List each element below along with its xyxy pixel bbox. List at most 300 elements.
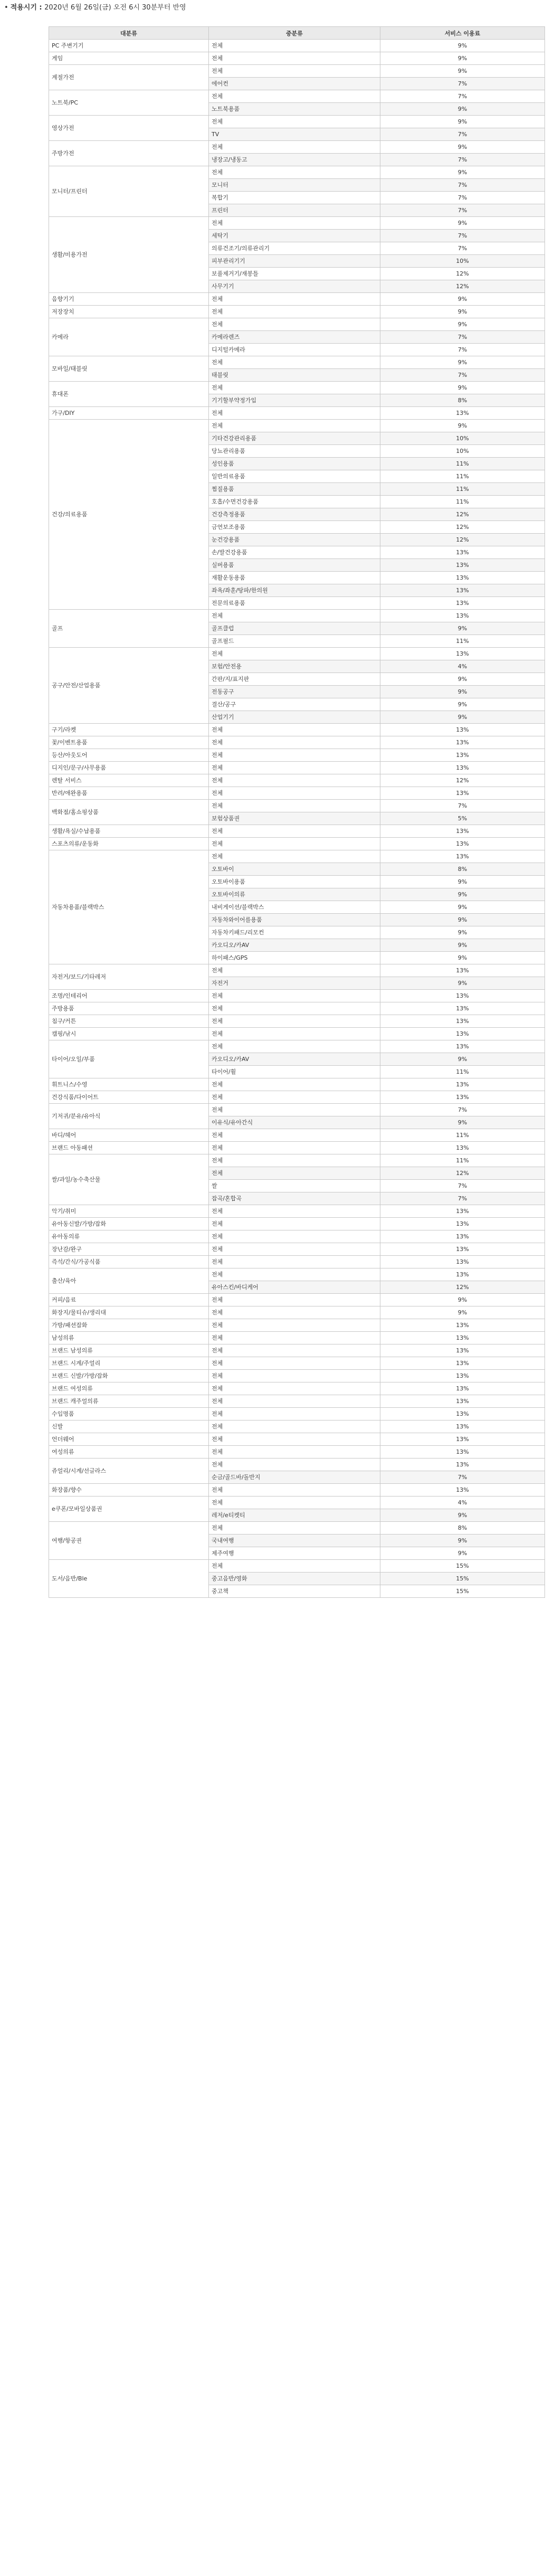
sub-category-cell: 레저/e티켓티	[209, 1509, 380, 1522]
service-fee-cell: 13%	[380, 1395, 545, 1408]
sub-category-cell: 전체	[209, 1484, 380, 1497]
sub-category-cell: 골프클럽	[209, 622, 380, 635]
sub-category-cell: 당뇨관리용품	[209, 445, 380, 458]
sub-category-cell: 손/발건강용품	[209, 546, 380, 559]
service-fee-cell: 13%	[380, 1370, 545, 1382]
major-category-cell: 모바일/태블릿	[49, 356, 209, 382]
table-row	[49, 293, 545, 306]
major-category-cell: 침구/커튼	[49, 1015, 209, 1028]
service-fee-cell: 13%	[380, 559, 545, 572]
table-body	[49, 40, 545, 1598]
service-fee-cell: 7%	[380, 1104, 545, 1116]
sub-category-cell: 전체	[209, 52, 380, 65]
service-fee-cell: 4%	[380, 660, 545, 673]
header-service-fee: 서비스 이용료	[380, 27, 545, 40]
major-category-cell: 조명/인테리어	[49, 990, 209, 1002]
service-fee-cell: 12%	[380, 268, 545, 280]
major-category-cell: 렌탈 서비스	[49, 774, 209, 787]
sub-category-cell: 전체	[209, 1002, 380, 1015]
table-row	[49, 1459, 545, 1471]
service-fee-cell: 13%	[380, 1218, 545, 1230]
service-fee-cell: 13%	[380, 1028, 545, 1040]
sub-category-cell: 전체	[209, 65, 380, 78]
major-category-cell: 브랜드 시계/주얼리	[49, 1357, 209, 1370]
sub-category-cell: 프린터	[209, 204, 380, 217]
service-fee-cell: 13%	[380, 1142, 545, 1154]
table-row	[49, 382, 545, 394]
major-category-cell: 화장지/물티슈/생리대	[49, 1306, 209, 1319]
sub-category-cell: 전체	[209, 217, 380, 230]
major-category-cell: 영상가전	[49, 116, 209, 141]
major-category-cell: 브랜드 캐주얼의류	[49, 1395, 209, 1408]
major-category-cell: 생활/욕실/수납용품	[49, 825, 209, 838]
table-row	[49, 1091, 545, 1104]
service-fee-cell: 13%	[380, 572, 545, 584]
table-row	[49, 610, 545, 622]
service-fee-cell: 8%	[380, 394, 545, 407]
service-fee-cell: 13%	[380, 1344, 545, 1357]
table-row	[49, 1319, 545, 1332]
service-fee-cell: 9%	[380, 318, 545, 331]
table-row	[49, 1256, 545, 1268]
sub-category-cell: 전체	[209, 1370, 380, 1382]
service-fee-cell: 10%	[380, 432, 545, 445]
sub-category-cell: 결산/공구	[209, 698, 380, 711]
major-category-cell: 유아동신발/가방/잡화	[49, 1218, 209, 1230]
service-fee-cell: 9%	[380, 1535, 545, 1547]
service-fee-cell: 9%	[380, 952, 545, 964]
service-fee-cell: 13%	[380, 1484, 545, 1497]
sub-category-cell: 순금/골드바/돌반지	[209, 1471, 380, 1484]
sub-category-cell: 전체	[209, 356, 380, 369]
service-fee-cell: 12%	[380, 508, 545, 521]
major-category-cell: 반려/애완용품	[49, 787, 209, 800]
sub-category-cell: 자동차와이어를용품	[209, 914, 380, 926]
sub-category-cell: 의류건조기/의류관리기	[209, 242, 380, 255]
table-row	[49, 1433, 545, 1446]
service-fee-cell: 9%	[380, 926, 545, 939]
service-fee-cell: 13%	[380, 825, 545, 838]
service-fee-cell: 9%	[380, 876, 545, 888]
sub-category-cell: 전체	[209, 964, 380, 977]
table-header-row	[49, 27, 545, 40]
sub-category-cell: 간판/지/표지판	[209, 673, 380, 686]
service-fee-cell: 9%	[380, 1306, 545, 1319]
table-row	[49, 1078, 545, 1091]
major-category-cell: 디지인/문구/사무용품	[49, 762, 209, 774]
major-category-cell: 생활/미용가전	[49, 217, 209, 293]
sub-category-cell: 골프필드	[209, 635, 380, 648]
service-fee-cell: 9%	[380, 356, 545, 369]
sub-category-cell: 전체	[209, 825, 380, 838]
sub-category-cell: 전체	[209, 1459, 380, 1471]
sub-category-cell: 쌀	[209, 1180, 380, 1192]
major-category-cell: 골프	[49, 610, 209, 648]
sub-category-cell: 전체	[209, 762, 380, 774]
service-fee-cell: 12%	[380, 280, 545, 293]
service-fee-cell: 12%	[380, 534, 545, 546]
service-fee-cell: 15%	[380, 1585, 545, 1598]
sub-category-cell: 전체	[209, 1205, 380, 1218]
major-category-cell: 모니터/프린터	[49, 166, 209, 217]
service-fee-cell: 9%	[380, 217, 545, 230]
major-category-cell: 계절가전	[49, 65, 209, 90]
service-fee-table	[49, 26, 545, 1598]
major-category-cell: 신발	[49, 1420, 209, 1433]
sub-category-cell: 좌욕/좌훈/탕파/한의원	[209, 584, 380, 597]
service-fee-cell: 13%	[380, 1408, 545, 1420]
major-category-cell: 커피/음료	[49, 1294, 209, 1306]
major-category-cell: PC 주변기기	[49, 40, 209, 52]
table-row	[49, 1497, 545, 1509]
sub-category-cell: 하이패스/GPS	[209, 952, 380, 964]
service-fee-cell: 10%	[380, 255, 545, 268]
sub-category-cell: 금연보조용품	[209, 521, 380, 534]
table-row	[49, 1205, 545, 1218]
table-row	[49, 1015, 545, 1028]
sub-category-cell: 찜질용품	[209, 483, 380, 496]
sub-category-cell: 오토바이의류	[209, 888, 380, 901]
service-fee-cell: 13%	[380, 1382, 545, 1395]
table-row	[49, 1446, 545, 1459]
service-fee-cell: 13%	[380, 1091, 545, 1104]
table-row	[49, 1344, 545, 1357]
major-category-cell: 가구/DIY	[49, 407, 209, 420]
table-row	[49, 1370, 545, 1382]
service-fee-cell: 11%	[380, 1129, 545, 1142]
sub-category-cell: 전체	[209, 1243, 380, 1256]
major-category-cell: 도서/음반/Ble	[49, 1560, 209, 1598]
sub-category-cell: 복합기	[209, 192, 380, 204]
sub-category-cell: 전체	[209, 774, 380, 787]
table-row	[49, 787, 545, 800]
major-category-cell: 등산/아웃도어	[49, 749, 209, 762]
table-row	[49, 749, 545, 762]
sub-category-cell: 전체	[209, 1446, 380, 1459]
service-fee-cell: 9%	[380, 622, 545, 635]
major-category-cell: 쌀/과일/농수축산물	[49, 1154, 209, 1205]
service-fee-cell: 13%	[380, 546, 545, 559]
major-category-cell: 공구/안전/산업용품	[49, 648, 209, 724]
service-fee-cell: 13%	[380, 964, 545, 977]
sub-category-cell: 전체	[209, 1357, 380, 1370]
table-row	[49, 990, 545, 1002]
table-row	[49, 964, 545, 977]
service-fee-cell: 9%	[380, 914, 545, 926]
service-fee-cell: 7%	[380, 800, 545, 812]
table-row	[49, 1294, 545, 1306]
table-row	[49, 318, 545, 331]
table-row	[49, 90, 545, 103]
service-fee-cell: 9%	[380, 711, 545, 724]
major-category-cell: 저장장치	[49, 306, 209, 318]
sub-category-cell: 전체	[209, 1015, 380, 1028]
service-fee-cell: 12%	[380, 521, 545, 534]
service-fee-cell: 9%	[380, 420, 545, 432]
sub-category-cell: 전체	[209, 787, 380, 800]
sub-category-cell: 전체	[209, 749, 380, 762]
service-fee-cell: 11%	[380, 483, 545, 496]
service-fee-cell: 13%	[380, 1040, 545, 1053]
service-fee-cell: 13%	[380, 1319, 545, 1332]
table-row	[49, 217, 545, 230]
service-fee-cell: 9%	[380, 901, 545, 914]
sub-category-cell: 전체	[209, 407, 380, 420]
sub-category-cell: 전체	[209, 166, 380, 179]
sub-category-cell: 전체	[209, 1104, 380, 1116]
sub-category-cell: 전체	[209, 800, 380, 812]
major-category-cell: 화장품/향수	[49, 1484, 209, 1497]
service-fee-cell: 13%	[380, 838, 545, 850]
service-fee-cell: 9%	[380, 1547, 545, 1560]
sub-category-cell: 자전거	[209, 977, 380, 990]
sub-category-cell: 타이어/휠	[209, 1066, 380, 1078]
major-category-cell: 유아동의류	[49, 1230, 209, 1243]
table-row	[49, 1306, 545, 1319]
table-row	[49, 1382, 545, 1395]
service-fee-cell: 13%	[380, 1433, 545, 1446]
sub-category-cell: 실버용품	[209, 559, 380, 572]
major-category-cell: 자전거/보드/기타레저	[49, 964, 209, 990]
major-category-cell: 게임	[49, 52, 209, 65]
sub-category-cell: 전체	[209, 1154, 380, 1167]
major-category-cell: 출산/육아	[49, 1268, 209, 1294]
sub-category-cell: 전체	[209, 1433, 380, 1446]
service-fee-cell: 7%	[380, 1192, 545, 1205]
table-row	[49, 1104, 545, 1116]
sub-category-cell: 전체	[209, 1091, 380, 1104]
major-category-cell: 자동차용품/블랙박스	[49, 850, 209, 964]
major-category-cell: 스포츠의류/운동화	[49, 838, 209, 850]
service-fee-cell: 7%	[380, 344, 545, 356]
table-row	[49, 420, 545, 432]
service-fee-cell: 13%	[380, 724, 545, 736]
table-row	[49, 65, 545, 78]
sub-category-cell: 오토바이	[209, 863, 380, 876]
service-fee-cell: 11%	[380, 1154, 545, 1167]
service-fee-cell: 7%	[380, 78, 545, 90]
table-row	[49, 648, 545, 660]
sub-category-cell: 모니터	[209, 179, 380, 192]
sub-category-cell: 전체	[209, 382, 380, 394]
service-fee-cell: 9%	[380, 40, 545, 52]
service-fee-cell: 11%	[380, 1066, 545, 1078]
service-fee-cell: 9%	[380, 1509, 545, 1522]
sub-category-cell: 전문의료용품	[209, 597, 380, 610]
sub-category-cell: 전체	[209, 90, 380, 103]
table-row	[49, 141, 545, 154]
sub-category-cell: TV	[209, 128, 380, 141]
service-fee-cell: 9%	[380, 141, 545, 154]
major-category-cell: 구기/라켓	[49, 724, 209, 736]
service-fee-cell: 13%	[380, 1002, 545, 1015]
sub-category-cell: 전체	[209, 1167, 380, 1180]
sub-category-cell: 건강측정용품	[209, 508, 380, 521]
major-category-cell: 노트북/PC	[49, 90, 209, 116]
sub-category-cell: 기타건강관리용품	[209, 432, 380, 445]
header-major-category: 대분류	[49, 27, 209, 40]
sub-category-cell: 성인용품	[209, 458, 380, 470]
table-row	[49, 407, 545, 420]
table-row	[49, 838, 545, 850]
service-fee-cell: 13%	[380, 597, 545, 610]
service-fee-cell: 8%	[380, 1522, 545, 1535]
table-row	[49, 762, 545, 774]
sub-category-cell: 전동공구	[209, 686, 380, 698]
sub-category-cell: 전체	[209, 1395, 380, 1408]
table-row	[49, 1420, 545, 1433]
service-fee-cell: 7%	[380, 242, 545, 255]
service-fee-cell: 11%	[380, 458, 545, 470]
sub-category-cell: 일반의료용품	[209, 470, 380, 483]
service-fee-cell: 13%	[380, 648, 545, 660]
sub-category-cell: 전체	[209, 1344, 380, 1357]
service-fee-cell: 9%	[380, 1053, 545, 1066]
major-category-cell: 여성의류	[49, 1446, 209, 1459]
sub-category-cell: 전체	[209, 306, 380, 318]
major-category-cell: 악기/취미	[49, 1205, 209, 1218]
table-row	[49, 52, 545, 65]
table-row	[49, 40, 545, 52]
sub-category-cell: 호흡/수면건강용품	[209, 496, 380, 508]
sub-category-cell: 사무기기	[209, 280, 380, 293]
major-category-cell: 휘트니스/수영	[49, 1078, 209, 1091]
service-fee-cell: 13%	[380, 850, 545, 863]
sub-category-cell: 중고책	[209, 1585, 380, 1598]
bullet-mark: •	[4, 4, 8, 12]
service-fee-cell: 13%	[380, 1459, 545, 1471]
service-fee-cell: 9%	[380, 65, 545, 78]
service-fee-cell: 15%	[380, 1573, 545, 1585]
service-fee-cell: 7%	[380, 1180, 545, 1192]
major-category-cell: 캠핑/낚시	[49, 1028, 209, 1040]
service-fee-cell: 9%	[380, 103, 545, 116]
major-category-cell: 백화점/홈쇼핑상품	[49, 800, 209, 825]
sub-category-cell: 전체	[209, 1560, 380, 1573]
major-category-cell: 장난감/완구	[49, 1243, 209, 1256]
sub-category-cell: 유아스킨/바디케어	[209, 1281, 380, 1294]
table-row	[49, 1357, 545, 1370]
service-fee-cell: 11%	[380, 496, 545, 508]
service-fee-cell: 13%	[380, 1332, 545, 1344]
service-fee-cell: 9%	[380, 673, 545, 686]
sub-category-cell: 전체	[209, 1319, 380, 1332]
table-row	[49, 724, 545, 736]
sub-category-cell: 전체	[209, 736, 380, 749]
table-row	[49, 774, 545, 787]
major-category-cell: 브랜드 여성의류	[49, 1382, 209, 1395]
service-fee-cell: 13%	[380, 1243, 545, 1256]
service-fee-cell: 13%	[380, 1268, 545, 1281]
service-fee-cell: 13%	[380, 749, 545, 762]
major-category-cell: 가방/패션잡화	[49, 1319, 209, 1332]
service-fee-cell: 7%	[380, 154, 545, 166]
table-row	[49, 825, 545, 838]
service-fee-cell: 13%	[380, 1256, 545, 1268]
sub-category-cell: 오토바이용품	[209, 876, 380, 888]
sub-category-cell: 자동차키패드/리모컨	[209, 926, 380, 939]
major-category-cell: 브랜드 신발/가방/잡화	[49, 1370, 209, 1382]
sub-category-cell: 산업기기	[209, 711, 380, 724]
sub-category-cell: 보험상품권	[209, 812, 380, 825]
service-fee-cell: 9%	[380, 52, 545, 65]
major-category-cell: 언더웨어	[49, 1433, 209, 1446]
sub-category-cell: 전체	[209, 1522, 380, 1535]
sub-category-cell: 전체	[209, 40, 380, 52]
service-fee-cell: 12%	[380, 1167, 545, 1180]
sub-category-cell: 피부관리기기	[209, 255, 380, 268]
service-fee-cell: 13%	[380, 990, 545, 1002]
major-category-cell: 카메라	[49, 318, 209, 356]
effective-date-notice	[4, 2, 186, 14]
service-fee-cell: 10%	[380, 445, 545, 458]
service-fee-cell: 12%	[380, 774, 545, 787]
major-category-cell: 주방가전	[49, 141, 209, 166]
service-fee-cell: 7%	[380, 204, 545, 217]
sub-category-cell: 보험/안전용	[209, 660, 380, 673]
service-fee-cell: 5%	[380, 812, 545, 825]
service-fee-cell: 13%	[380, 1015, 545, 1028]
sub-category-cell: 전체	[209, 1332, 380, 1344]
major-category-cell: 타이어/오일/부품	[49, 1040, 209, 1078]
service-fee-cell: 7%	[380, 331, 545, 344]
sub-category-cell: 전체	[209, 1420, 380, 1433]
sub-category-cell: 전체	[209, 1230, 380, 1243]
major-category-cell: e쿠폰/모바일상품권	[49, 1497, 209, 1522]
sub-category-cell: 전체	[209, 850, 380, 863]
table-row	[49, 1040, 545, 1053]
sub-category-cell: 재활운동용품	[209, 572, 380, 584]
table-row	[49, 1028, 545, 1040]
service-fee-cell: 13%	[380, 1446, 545, 1459]
service-fee-cell: 9%	[380, 1116, 545, 1129]
table-row	[49, 1268, 545, 1281]
sub-category-cell: 전체	[209, 420, 380, 432]
major-category-cell: 휴대폰	[49, 382, 209, 407]
service-fee-cell: 11%	[380, 635, 545, 648]
service-fee-cell: 13%	[380, 1357, 545, 1370]
major-category-cell: 여행/항공권	[49, 1522, 209, 1560]
service-fee-cell: 7%	[380, 1471, 545, 1484]
table-row	[49, 1218, 545, 1230]
table-row	[49, 166, 545, 179]
service-fee-cell: 9%	[380, 382, 545, 394]
service-fee-cell: 13%	[380, 1420, 545, 1433]
service-fee-cell: 9%	[380, 939, 545, 952]
sub-category-cell: 카오디오/카AV	[209, 939, 380, 952]
sub-category-cell: 이유식/유아간식	[209, 1116, 380, 1129]
sub-category-cell: 노트북용품	[209, 103, 380, 116]
sub-category-cell: 전체	[209, 990, 380, 1002]
sub-category-cell: 제주여행	[209, 1547, 380, 1560]
service-fee-cell: 7%	[380, 192, 545, 204]
service-fee-cell: 13%	[380, 610, 545, 622]
table-row	[49, 1129, 545, 1142]
table-row	[49, 1142, 545, 1154]
service-fee-cell: 8%	[380, 863, 545, 876]
table-row	[49, 306, 545, 318]
table-row	[49, 1484, 545, 1497]
service-fee-cell: 7%	[380, 230, 545, 242]
service-fee-cell: 4%	[380, 1497, 545, 1509]
table-row	[49, 1408, 545, 1420]
sub-category-cell: 에어컨	[209, 78, 380, 90]
sub-category-cell: 중고음반/영화	[209, 1573, 380, 1585]
sub-category-cell: 전체	[209, 838, 380, 850]
major-category-cell: 꽃/이벤트용품	[49, 736, 209, 749]
sub-category-cell: 눈건강용품	[209, 534, 380, 546]
service-fee-cell: 13%	[380, 1078, 545, 1091]
